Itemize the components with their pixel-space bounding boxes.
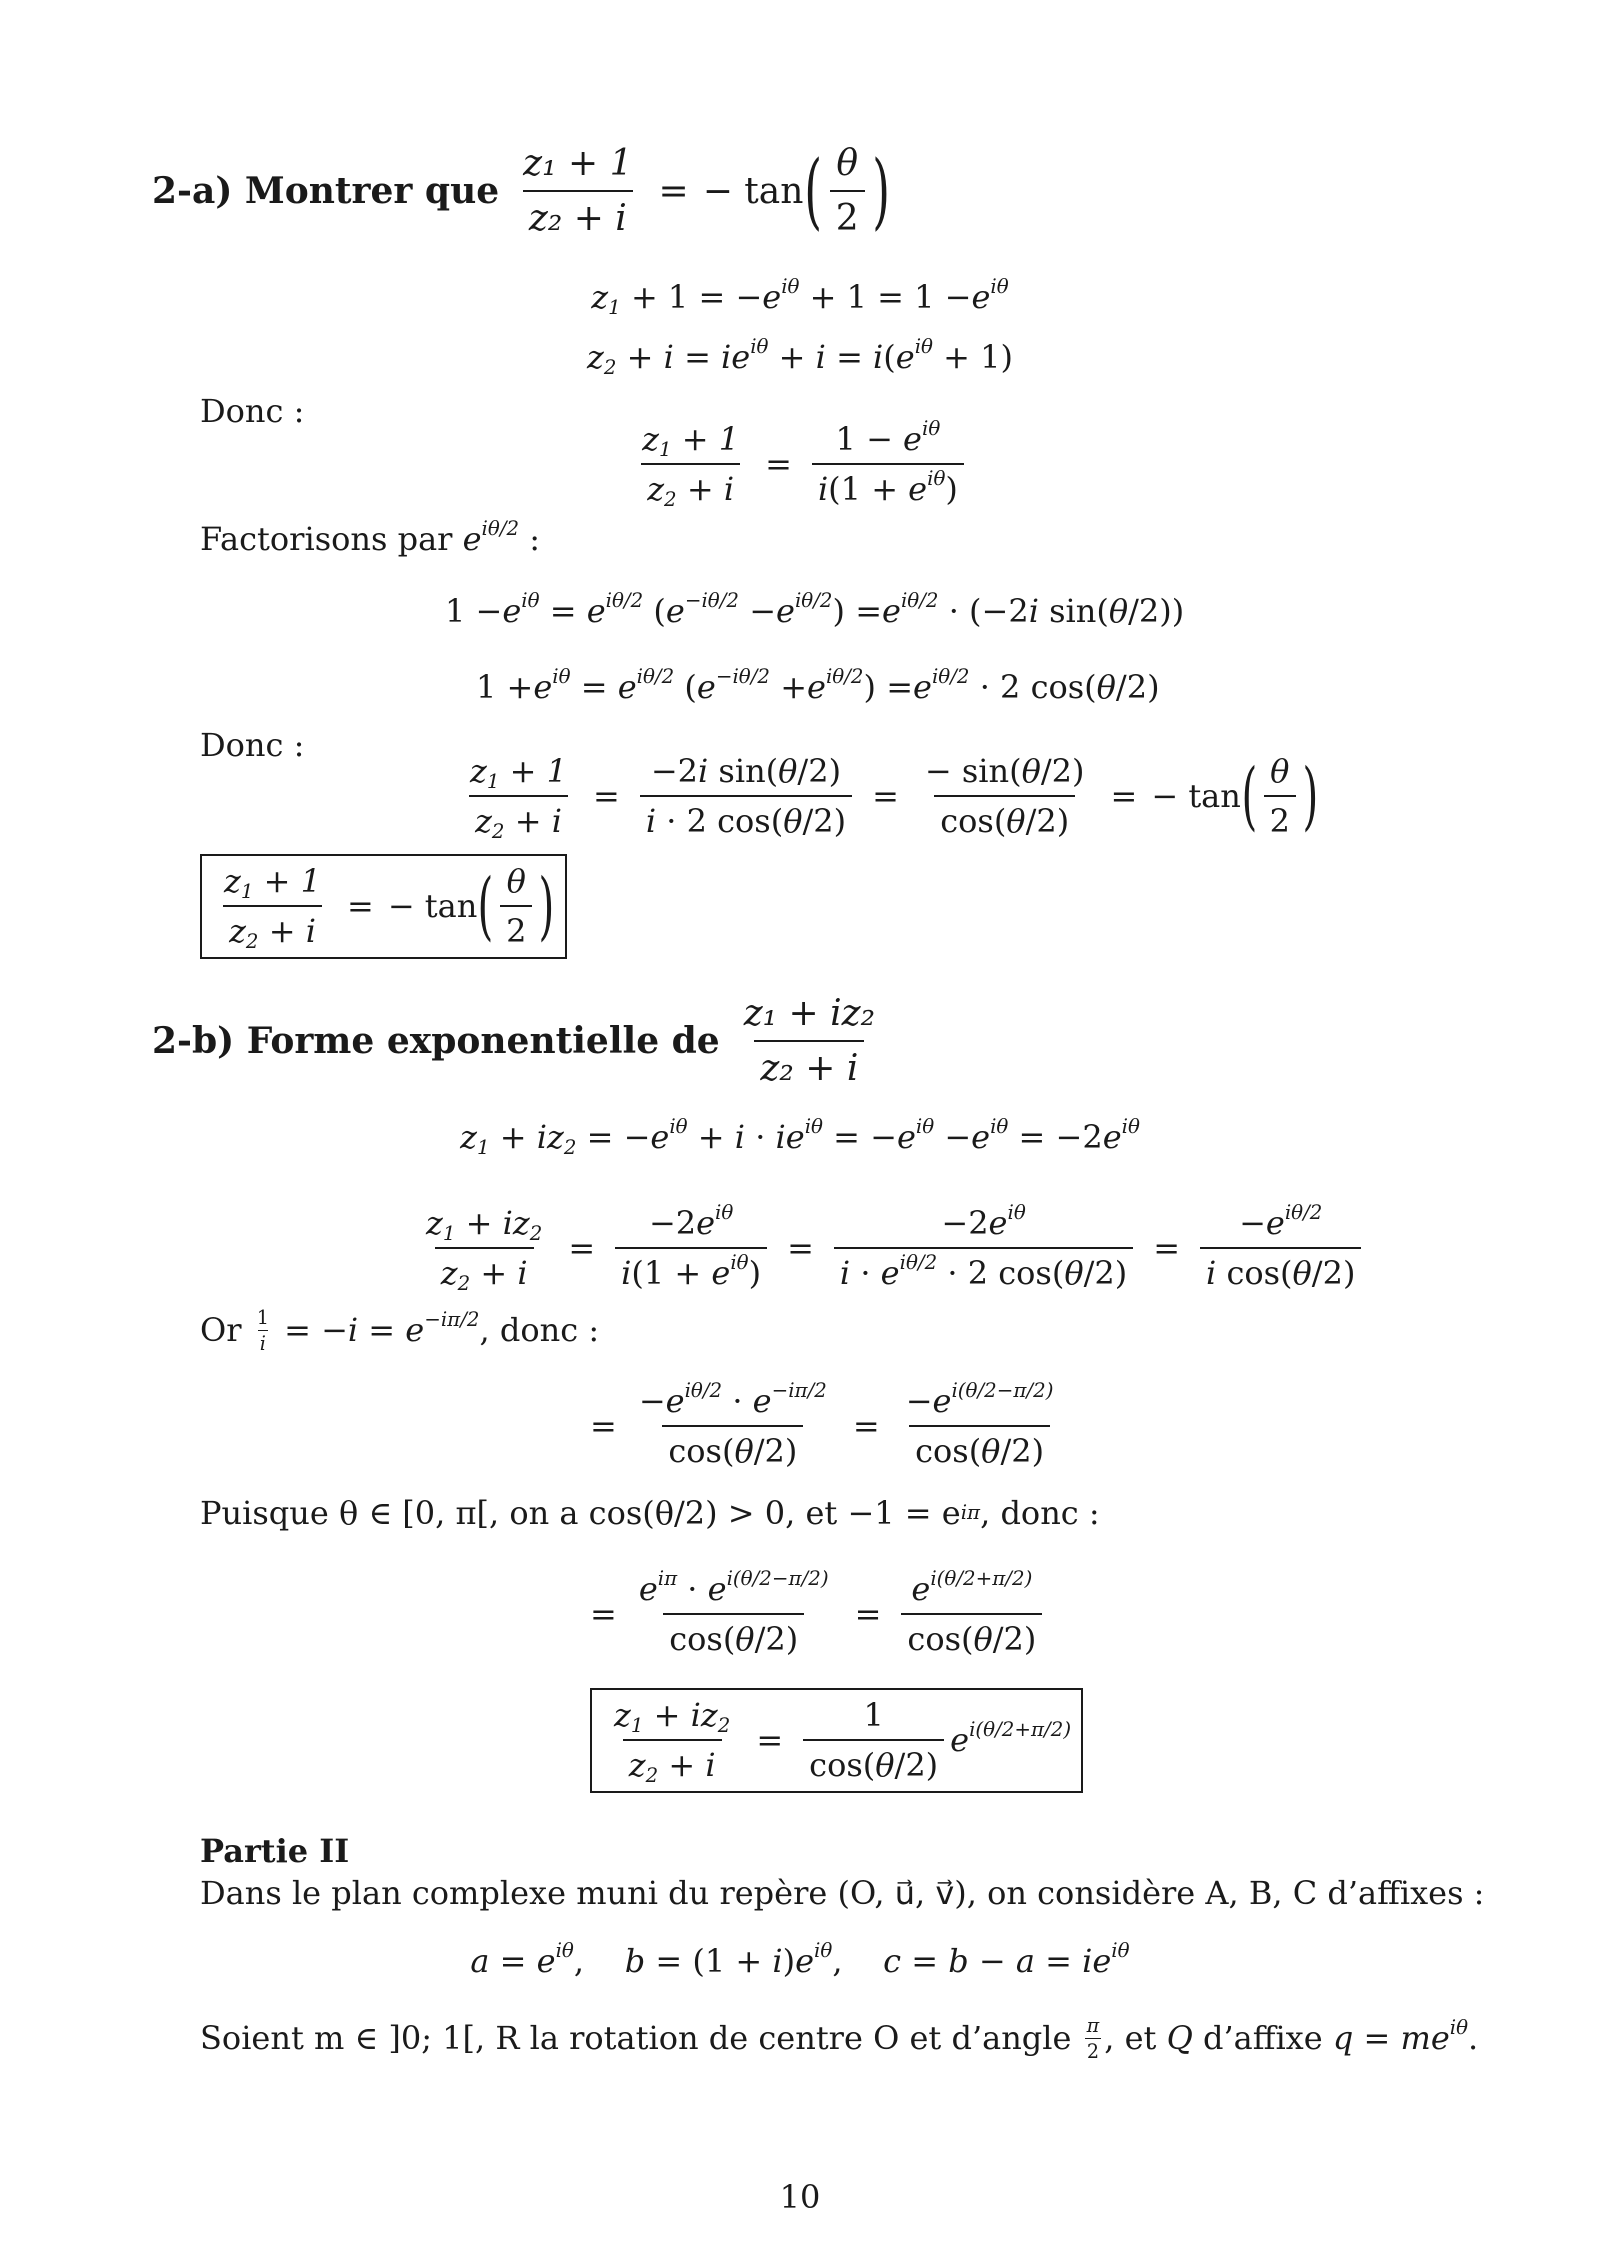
- partie-2-intro: Dans le plan complexe muni du repère (O, u⃗, v⃗), on considère A, B, C d’affixes :: [200, 1874, 1485, 1912]
- equation-z1-plus-iz2: $z_1 + iz_2$ = − $e^{i\theta}$ + i · $ie^{i\theta}$ = − $e^{i\theta}$ − $e^{i\theta}$ = −2 $e^{i\theta}$: [460, 1115, 1140, 1159]
- equation-factor-2: 1 + $e^{i\theta}$ = $e^{i\theta/2}$ ( $e^{-i\theta/2}$ + $e^{i\theta/2}$ ) = $e^{i\theta/2}$ · 2 cos( θ /2): [476, 665, 1160, 706]
- puisque-line: Puisque θ ∈ [0, π[, on a cos(θ/2) > 0, et −1 = e iπ , donc :: [200, 1494, 1100, 1532]
- donc-label-2: Donc :: [200, 726, 305, 764]
- donc-label-1: Donc :: [200, 392, 305, 430]
- heading-text: 2-b) Forme exponentielle de: [152, 1019, 720, 1062]
- heading-fraction: $\frac{\text{z₁ + iz₂}}{\text{z₂ + i}}$: [743, 993, 876, 1090]
- section-2a-heading: 2-a) Montrer que $\frac{\text{z₁ + 1}}{\text{z₂ + i}}$ = − tan ( $\frac{\theta}{2}$ ): [152, 141, 890, 240]
- partie-2-title: Partie II: [200, 1832, 350, 1870]
- boxed-result-2b: $\frac{z_1 + iz_2}{z_2 + i}$ = $\frac{1}{\cos(\theta/2)}$ $e^{i(\theta/2+\pi/2)}$: [590, 1688, 1083, 1793]
- equation-step-2: = $\frac{e^{i\pi} \cdot e^{i(\theta/2-\pi/2)}}{\cos(\theta/2)}$ = $\frac{e^{i(\theta/2+\pi/2)}}{\cos(\theta/2)}$: [590, 1570, 1048, 1659]
- affixes-line: a = $e^{i\theta}$ , b = (1 + i ) $e^{i\theta}$ , c = b − a = $ie^{i\theta}$: [470, 1939, 1130, 1980]
- heading-text: 2-a) Montrer que: [152, 169, 500, 212]
- equation-ratio-2b: $\frac{z_1 + iz_2}{z_2 + i}$ = $\frac{-2e^{i\theta}}{i(1 + e^{i\theta})}$ = $\frac{-2e^{i\theta}}{i \cdot e^{i\theta/2} \cdot 2 \cos(\theta/2)}$ = $\frac{-e^{i\theta/2}}{\text{i cos(θ/2)}}$: [414, 1204, 1367, 1293]
- equation-ratio: $\frac{z_1 + 1}{z_2 + i}$ = $\frac{1 - e^{i\theta}}{i(1 + e^{i\theta})}$: [0, 420, 1600, 509]
- equation-factor-1: 1 − $e^{i\theta}$ = $e^{i\theta/2}$ ( $e^{-i\theta/2}$ − $e^{i\theta/2}$ ) = $e^{i\theta/2}$ · (−2 i sin( θ /2)): [445, 589, 1185, 630]
- equation-tan-result: $\frac{z_1 + 1}{z_2 + i}$ = $\frac{\text{−2i sin(θ/2)}}{i \cdot 2 \cos(\theta/2)}$ = $\frac{- \sin(\theta/2)}{\cos(\theta/2)}$ = − tan ( $\frac{\theta}{2}$ ): [470, 752, 1319, 844]
- equation-step-1: = $\frac{-e^{i\theta/2} \cdot e^{-i\pi/2}}{\cos(\theta/2)}$ = $\frac{-e^{i(\theta/2-\pi/2)}}{\cos(\theta/2)}$: [590, 1379, 1054, 1471]
- heading-fraction: $\frac{\text{z₁ + 1}}{\text{z₂ + i}}$: [523, 143, 633, 240]
- equation-z2-plus-i: $z_2 + i$ = $ie^{i\theta} + i$ = i ( $e^{i\theta}$ + 1): [587, 335, 1013, 379]
- factorisons-line: Factorisons par $e^{i\theta/2}$ :: [200, 517, 541, 558]
- page-number: 10: [779, 2178, 821, 2216]
- equation-z1-plus-1: $z_1$ + 1 = − $e^{i\theta}$ + 1 = 1 − $e^{i\theta}$: [591, 275, 1009, 319]
- boxed-result-2a: $\frac{z_1 + 1}{z_2 + i}$ = − tan ( $\frac{\theta}{2}$ ): [200, 854, 567, 959]
- or-line: Or $\frac{1}{i}$ = − i = $e^{-i\pi/2}$ , donc :: [200, 1306, 600, 1356]
- section-2b-heading: [152, 992, 887, 1090]
- soient-line: Soient m ∈ ]0; 1[, R la rotation de centre O et d’angle $\frac{\pi}{2}$ , et Q d’affixe q = $me^{i\theta}$ .: [200, 2014, 1479, 2064]
